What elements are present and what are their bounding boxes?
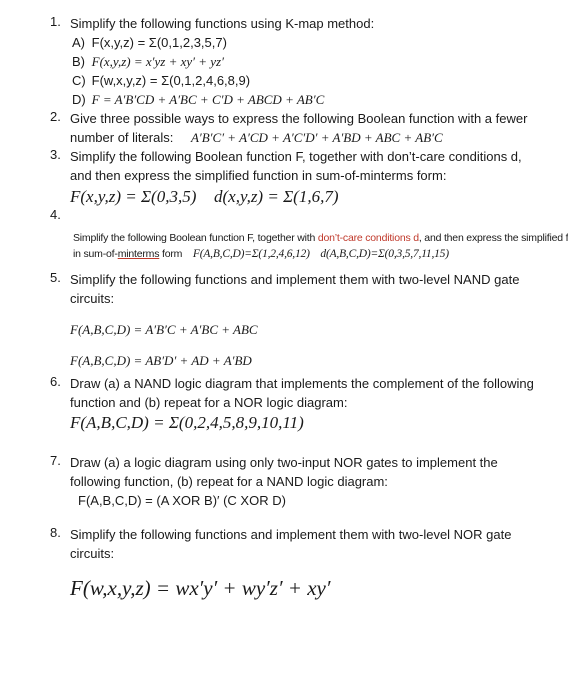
highlighted-text: don’t-care conditions d — [317, 232, 419, 244]
pasted-question-image — [73, 230, 568, 262]
question-number: 5. — [50, 270, 61, 285]
dont-care-expression: d(A,B,C,D)=Σ(0,3,5,7,11,15) — [320, 248, 449, 260]
question-prompt: Simplify the following Boolean function F, together with don’t-care conditions d, and then express the simplified function in sum-of-minterms form: — [70, 149, 522, 183]
function-expression: F(A,B,C,D) = Σ(0,2,4,5,8,9,10,11) — [70, 413, 304, 432]
pasted-line-1: Simplify the following Boolean function F, together with don’t-care conditions d, and then express the simplified f — [73, 232, 568, 244]
subitem-label: A) — [72, 35, 85, 50]
subitem-b — [70, 52, 545, 71]
question-text — [70, 147, 545, 207]
question-number: 2. — [50, 109, 61, 124]
question-prompt: Simplify the following functions using K-map method: — [70, 16, 375, 31]
boolean-expression: A′B′C′ + A′CD + A′C′D′ + A′BD + ABC + AB′C — [190, 130, 443, 145]
question-number: 8. — [50, 525, 61, 540]
question-prompt: Simplify the following functions and implement them with two-level NAND gate circuits: — [70, 272, 520, 306]
question-text — [70, 453, 545, 510]
subitem-c — [70, 71, 545, 90]
subitem-expression: F(x,y,z) = x′yz + xy′ + yz′ — [91, 54, 224, 69]
subitem-expression: F(w,x,y,z) = Σ(0,1,2,4,6,8,9) — [91, 73, 251, 88]
question-number: 6. — [50, 374, 61, 389]
subitem-label: C) — [72, 73, 86, 88]
subitem-label: D) — [72, 92, 86, 107]
question-number: 4. — [50, 207, 61, 222]
function-expression: F(x,y,z) = Σ(0,3,5) — [70, 187, 197, 206]
function-expression: F(A,B,C,D)=Σ(1,2,4,6,12) — [192, 248, 310, 260]
underlined-text: minterms — [117, 248, 160, 260]
function-expression: F(A,B,C,D) = (A XOR B)′ (C XOR D) — [78, 493, 286, 508]
question-text — [70, 525, 545, 598]
function-expression-2: F(A,B,C,D) = AB′D′ + AD + A′BD — [70, 353, 252, 368]
question-number: 7. — [50, 453, 61, 468]
function-expression: F(w,x,y,z) = wx′y′ + wy′z′ + xy′ — [70, 576, 331, 600]
question-prompt: Give three possible ways to express the following Boolean function with a fewer number of literals: — [70, 111, 528, 145]
subitem-expression: F = A′B′CD + A′BC + C′D + ABCD + AB′C — [91, 92, 325, 107]
question-text — [70, 270, 545, 370]
question-text — [70, 374, 545, 432]
question-prompt: Simplify the following functions and implement them with two-level NOR gate circuits: — [70, 527, 512, 561]
pasted-line-2: in sum-of-minterms form F(A,B,C,D)=Σ(1,2,4,6,12) d(A,B,C,D)=Σ(0,3,5,7,11,15) — [73, 248, 449, 260]
dont-care-expression: d(x,y,z) = Σ(1,6,7) — [214, 187, 339, 206]
question-text — [70, 109, 545, 147]
question-prompt: Draw (a) a NAND logic diagram that implements the complement of the following function and (b) repeat for a NOR logic diagram: — [70, 376, 534, 410]
function-expression-1: F(A,B,C,D) = A′B′C + A′BC + ABC — [70, 322, 258, 337]
question-prompt: Draw (a) a logic diagram using only two-input NOR gates to implement the following function, (b) repeat for a NAND logic diagram: — [70, 455, 498, 489]
subitem-label: B) — [72, 54, 85, 69]
question-text — [70, 14, 545, 109]
subitem-expression: F(x,y,z) = Σ(0,1,2,3,5,7) — [91, 35, 227, 50]
question-number: 3. — [50, 147, 61, 162]
question-number: 1. — [50, 14, 61, 29]
subitem-d — [70, 90, 545, 109]
subitem-a — [70, 33, 545, 52]
expression-line — [70, 187, 545, 207]
